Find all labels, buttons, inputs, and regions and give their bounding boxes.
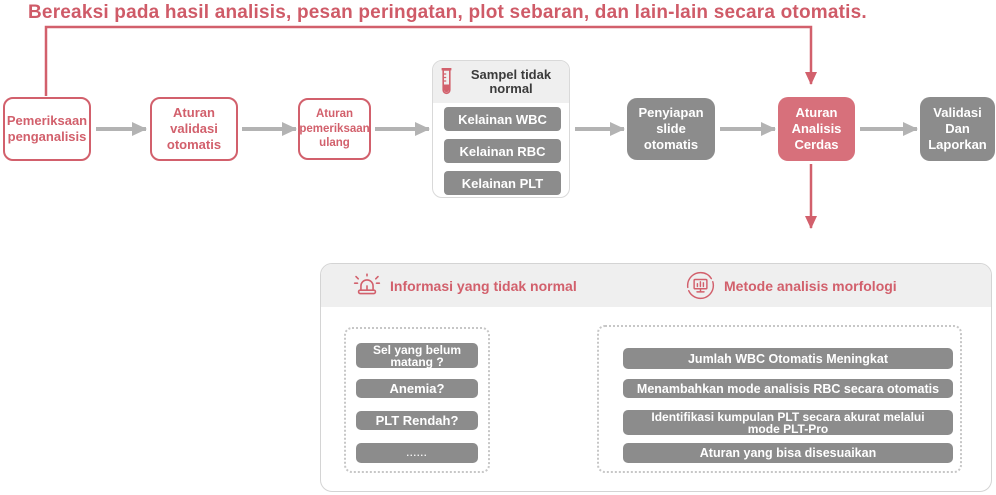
abnormal-sample-panel <box>432 60 570 198</box>
abnormal-sample-header <box>433 61 569 103</box>
abnormal-info-label: Informasi yang tidak normal <box>390 277 577 294</box>
pill-plt-abnormal: Kelainan PLT <box>444 171 561 195</box>
feedback-loop-connector <box>46 27 811 96</box>
step-auto-validation-rules: Aturan validasi otomatis <box>150 97 238 161</box>
step-recheck-rules: Aturan pemeriksaan ulang <box>298 98 371 160</box>
method-item-plt-pro: Identifikasi kumpulan PLT secara akurat melalui mode PLT-Pro <box>623 410 953 435</box>
abnormal-item-anemia: Anemia? <box>356 379 478 398</box>
step-analyzer-check: Pemeriksaan penganalisis <box>3 97 91 161</box>
method-item-rbc-mode: Menambahkan mode analisis RBC secara otomatis <box>623 379 953 398</box>
detail-panel-header <box>321 264 991 307</box>
abnormal-item-more: ...... <box>356 443 478 463</box>
monitor-chart-icon <box>686 271 715 300</box>
abnormal-item-immature-cells: Sel yang belum matang ? <box>356 343 478 368</box>
morphology-method-header <box>686 271 897 300</box>
siren-icon <box>353 273 381 298</box>
method-item-custom-rules: Aturan yang bisa disesuaikan <box>623 443 953 463</box>
step-smart-analysis-rules: Aturan Analisis Cerdas <box>778 97 855 161</box>
abnormal-info-header <box>353 273 577 298</box>
test-tube-icon <box>439 67 453 98</box>
step-validate-report: Validasi Dan Laporkan <box>920 97 995 161</box>
pill-rbc-abnormal: Kelainan RBC <box>444 139 561 163</box>
step-auto-slide-prep: Penyiapan slide otomatis <box>627 98 715 160</box>
pill-wbc-abnormal: Kelainan WBC <box>444 107 561 131</box>
abnormal-item-low-plt: PLT Rendah? <box>356 411 478 430</box>
morphology-method-label: Metode analisis morfologi <box>724 277 897 294</box>
diagram-title: Bereaksi pada hasil analisis, pesan peringatan, plot sebaran, dan lain-lain secara otomatis. <box>28 2 867 23</box>
method-item-wbc-count: Jumlah WBC Otomatis Meningkat <box>623 348 953 369</box>
abnormal-sample-title: Sampel tidak normal <box>470 66 552 96</box>
